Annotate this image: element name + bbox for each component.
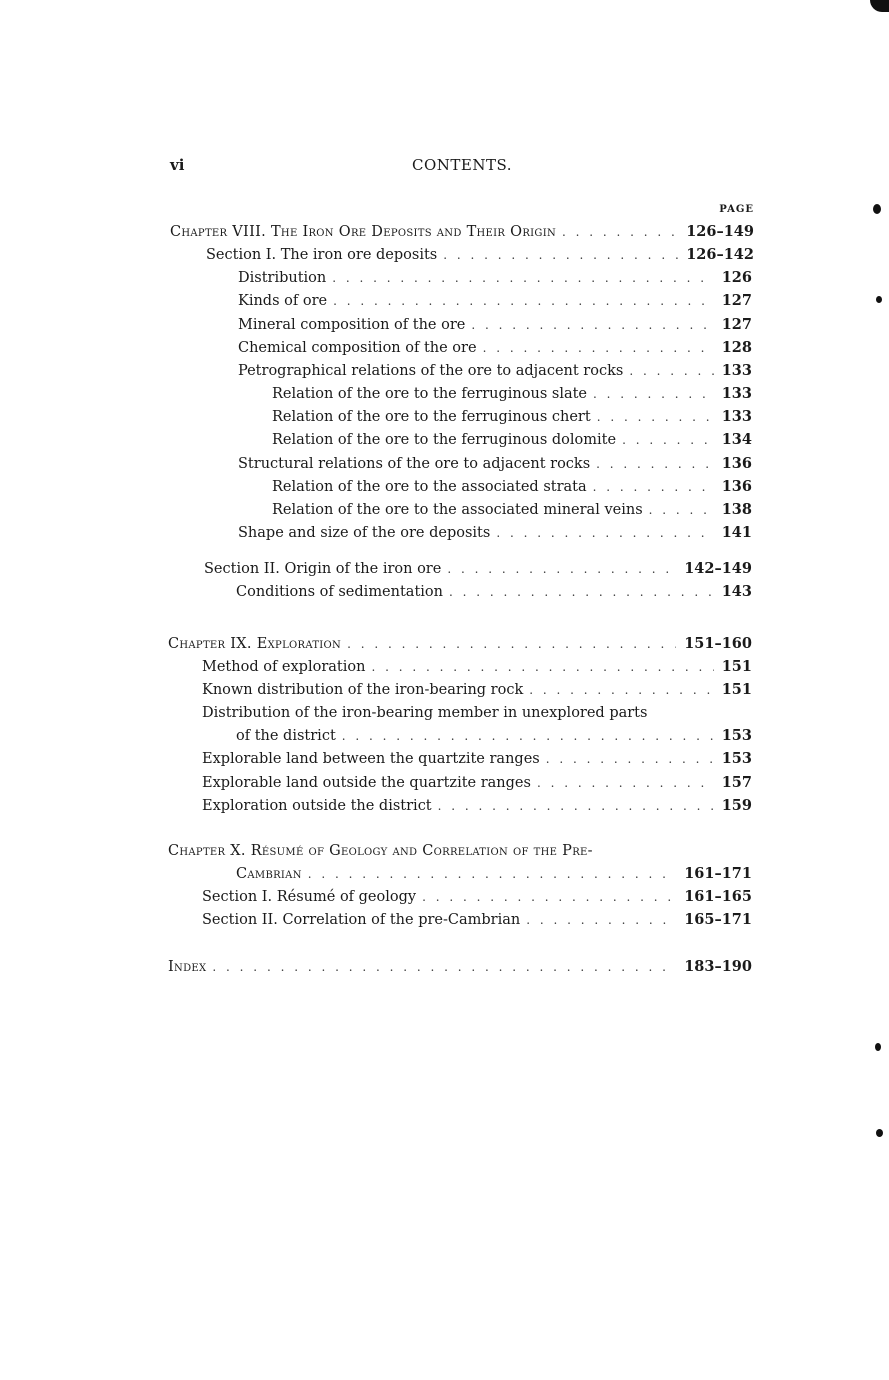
toc-entry-text: Petrographical relations of the ore to adjacent rocks (238, 363, 624, 379)
toc-entry-chapter-8[interactable] (170, 221, 754, 243)
toc-page-ref: 133 (721, 408, 752, 425)
toc-page-ref: 133 (721, 385, 752, 402)
toc-entry-text: Chapter X. Résumé of Geology and Correlation of the Pre- (168, 843, 593, 859)
page-title: CONTENTS. (412, 156, 512, 174)
toc-entry-text: Relation of the ore to the associated strata (272, 479, 587, 495)
leader-dots (332, 267, 713, 289)
toc-page-ref: 161–171 (684, 865, 752, 882)
toc-entry-text: Known distribution of the iron-bearing rock (202, 682, 524, 698)
leader-dots (342, 725, 714, 747)
toc-entry-continuation[interactable] (236, 863, 752, 885)
toc-entry[interactable] (238, 290, 752, 312)
toc-entry-text: Relation of the ore to the ferruginous slate (272, 386, 588, 402)
leader-dots (526, 909, 676, 931)
toc-page-ref: 127 (721, 292, 752, 309)
toc-entry[interactable] (238, 453, 752, 475)
toc-entry-text: Distribution of the iron-bearing member in unexplored parts (202, 705, 648, 721)
leader-dots (546, 748, 714, 770)
toc-entry-section-2[interactable] (204, 558, 752, 580)
toc-entry[interactable] (238, 314, 752, 336)
toc-page-ref: 142–149 (684, 560, 752, 577)
toc-entry[interactable] (236, 581, 752, 603)
toc-entry-text: Exploration outside the district (202, 798, 432, 814)
toc-entry-text: Relation of the ore to the ferruginous dolomite (272, 432, 617, 448)
toc-entry[interactable] (202, 702, 752, 724)
toc-page-ref: 128 (721, 339, 752, 356)
toc-entry-text: Structural relations of the ore to adjacent rocks (238, 456, 591, 472)
toc-entry[interactable] (202, 656, 752, 678)
toc-page-ref: 126–142 (686, 246, 754, 263)
toc-entry-text: Distribution (238, 270, 327, 286)
toc-entry-text: Section II. Origin of the iron ore (204, 561, 442, 577)
toc-entry[interactable] (272, 406, 752, 428)
leader-dots (333, 290, 714, 312)
toc-entry[interactable] (238, 522, 752, 544)
page-column-label: PAGE (719, 204, 754, 215)
leader-dots (308, 863, 676, 885)
toc-entry[interactable] (238, 360, 752, 382)
leader-dots (471, 314, 713, 336)
leader-dots (371, 656, 713, 678)
toc-entry-text: Chapter VIII. The Iron Ore Deposits and Their Origin (170, 224, 557, 240)
toc-page-ref: 127 (721, 316, 752, 333)
toc-entry-section-1[interactable] (206, 244, 754, 266)
toc-page-ref: 159 (721, 797, 752, 814)
toc-page-ref: 153 (721, 750, 752, 767)
toc-entry[interactable] (272, 383, 752, 405)
toc-entry-text: Method of exploration (202, 659, 366, 675)
toc-page-ref: 141 (721, 524, 752, 541)
toc-page-ref: 138 (721, 501, 752, 518)
toc-page-ref: 126 (721, 269, 752, 286)
toc-entry-text: Index (168, 959, 207, 975)
toc-entry-text: Conditions of sedimentation (236, 584, 443, 600)
toc-entry-text: Shape and size of the ore deposits (238, 525, 491, 541)
toc-entry-chapter-9[interactable] (168, 633, 752, 655)
toc-entry[interactable] (272, 499, 752, 521)
page-number: vi (170, 156, 185, 174)
leader-dots (593, 476, 714, 498)
toc-page-ref: 153 (721, 727, 752, 744)
toc-entry-text: Section I. Résumé of geology (202, 889, 417, 905)
toc-page-ref: 151–160 (684, 635, 752, 652)
toc-entry[interactable] (202, 795, 752, 817)
toc-entry-chapter-10[interactable] (168, 840, 752, 862)
leader-dots (447, 558, 676, 580)
leader-dots (438, 795, 714, 817)
leader-dots (597, 406, 714, 428)
leader-dots (622, 429, 714, 451)
scan-speck (873, 204, 881, 214)
leader-dots (449, 581, 714, 603)
toc-entry[interactable] (202, 886, 752, 908)
toc-entry[interactable] (202, 679, 752, 701)
toc-entry-text: Chapter IX. Exploration (168, 636, 342, 652)
toc-page-ref: 133 (721, 362, 752, 379)
leader-dots (443, 244, 678, 266)
toc-entry[interactable] (272, 476, 752, 498)
leader-dots (562, 221, 678, 243)
toc-page-ref: 126–149 (686, 223, 754, 240)
toc-entry-text: Relation of the ore to the ferruginous chert (272, 409, 591, 425)
leader-dots (347, 633, 676, 655)
running-head (170, 156, 754, 180)
toc-entry-text: of the district (236, 728, 336, 744)
leader-dots (649, 499, 714, 521)
toc-entry-text: Chemical composition of the ore (238, 340, 477, 356)
toc-page-ref: 165–171 (684, 911, 752, 928)
toc-page-ref: 136 (721, 455, 752, 472)
scan-speck (875, 1043, 881, 1051)
leader-dots (537, 772, 714, 794)
scan-speck (870, 0, 889, 12)
leader-dots (593, 383, 714, 405)
leader-dots (212, 956, 676, 978)
toc-page-ref: 151 (721, 681, 752, 698)
toc-entry-text: Kinds of ore (238, 293, 328, 309)
toc-page-ref: 136 (721, 478, 752, 495)
toc-entry-index[interactable] (168, 956, 752, 978)
leader-dots (483, 337, 714, 359)
toc-page-ref: 157 (721, 774, 752, 791)
toc-entry-text: Mineral composition of the ore (238, 317, 466, 333)
toc-entry-text: Section I. The iron ore deposits (206, 247, 438, 263)
toc-page-ref: 183–190 (684, 958, 752, 975)
toc-page-ref: 134 (721, 431, 752, 448)
leader-dots (496, 522, 713, 544)
toc-entry-text: Section II. Correlation of the pre-Cambrian (202, 912, 521, 928)
leader-dots (596, 453, 714, 475)
toc-entry[interactable] (272, 429, 752, 451)
leader-dots (422, 886, 676, 908)
toc-entry[interactable] (238, 267, 752, 289)
leader-dots (629, 360, 713, 382)
toc-entry[interactable] (238, 337, 752, 359)
toc-entry-continuation[interactable] (236, 725, 752, 747)
toc-entry-text: Explorable land between the quartzite ranges (202, 751, 540, 767)
toc-entry[interactable] (202, 748, 752, 770)
scan-speck (876, 296, 882, 303)
leader-dots (529, 679, 713, 701)
scan-speck (876, 1129, 883, 1137)
toc-entry[interactable] (202, 772, 752, 794)
toc-page-ref: 151 (721, 658, 752, 675)
toc-entry-text: Explorable land outside the quartzite ranges (202, 775, 531, 791)
toc-page-ref: 143 (721, 583, 752, 600)
toc-entry-text: Relation of the ore to the associated mineral veins (272, 502, 643, 518)
toc-page-ref: 161–165 (684, 888, 752, 905)
toc-entry-text: Cambrian (236, 866, 302, 882)
toc-entry[interactable] (202, 909, 752, 931)
